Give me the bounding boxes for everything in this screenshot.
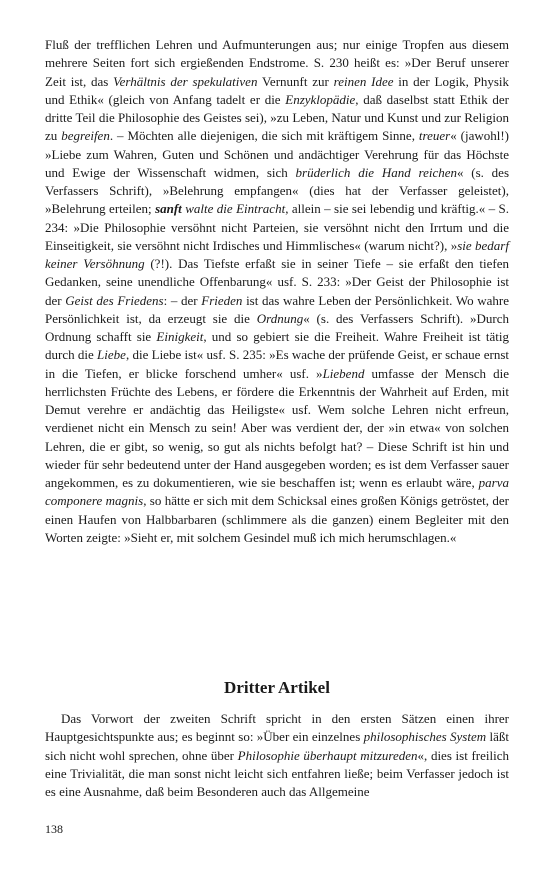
- italic-run: Ordnung: [256, 310, 304, 326]
- italic-run: Liebend: [322, 365, 365, 381]
- italic-run: treuer: [418, 128, 451, 144]
- text-run: , und so gebiert sie die Freiheit. Wahre Freiheit ist tätig durch die: [45, 329, 509, 363]
- paragraph-section-start: [45, 710, 509, 801]
- text-run: (?!). Das Tiefste erfaßt sie in seiner Tiefe – sie erfaßt den tiefen Gedanken, seine unendliche Offenbarung« usf. S. 233: »Der Geist der Philosophie ist der: [45, 256, 509, 308]
- text-run: Vernunft zur: [257, 73, 334, 89]
- text-run: « (s. des Verfassers Schrift), »Belehrung empfangen« (dies hat der Verfasser geleistet), »Belehrung erteilen;: [45, 164, 510, 217]
- text-run: , allein – sie sei lebendig und kräftig.« – S. 234: »Die Philosophie versöhnt nicht Parteien, sie versöhnt nicht den Irrtum und die Einseitigkeit, sie versöhnt nicht Irdisches und Himmlisches« (warum nicht?), »: [45, 201, 510, 253]
- text-run: «, dies ist freilich eine Trivialität, die man sonst nicht leicht sich entfahren ließe; beim Verfasser jedoch ist es eine Ausnahme, daß beim Besonderen auch das Allgemeine: [45, 747, 509, 799]
- italic-run: parva componere magnis: [45, 475, 509, 509]
- bold-italic-run: sanft: [155, 201, 182, 217]
- italic-run: reinen Idee: [333, 73, 394, 89]
- page-number: 138: [45, 822, 63, 836]
- text-run: : – der: [163, 292, 202, 308]
- section-heading: Dritter Artikel: [224, 678, 330, 697]
- italic-run: begreifen: [61, 128, 110, 144]
- italic-run: Enzyklopädie: [285, 91, 356, 107]
- text-run: Fluß der trefflichen Lehren und Aufmunterungen aus; nur einige Tropfen aus diesem mehrere Seiten fort sich ergießenden Endstrome. S. 230 heißt es: »Der Beruf unserer Zeit ist, das: [45, 37, 509, 89]
- italic-run: Geist des Friedens: [65, 292, 164, 308]
- italic-run: brüderlich die Hand reichen: [295, 164, 457, 180]
- text-run: in der Logik, Physik und Ethik« (gleich von Anfang tadelt er die: [45, 73, 509, 107]
- text-run: . – Möchten alle diejenigen, die sich mit kräftigem Sinne,: [109, 128, 419, 144]
- text-run: läßt sich nicht wohl sprechen, ohne über: [45, 729, 510, 763]
- italic-run: philosophisches System: [363, 729, 487, 745]
- text-run: , so hätte er sich mit dem Schicksal eines großen Königs getröstet, der einen Haufen von Halbbarbaren (schlimmere als die ganzen) einem Begleiter mit den Worten zeigte: »Sieht er, mit solchem Gesindel muß ich mich herumschlagen.«: [45, 493, 509, 545]
- text-run: , daß daselbst statt Ethik der dritte Teil die Philosophie des Geistes sei), »zu Leben, Natur und Kunst und zur Religion zu: [45, 91, 509, 144]
- paragraph-continuation: [45, 36, 509, 547]
- italic-run: Einigkeit: [156, 329, 204, 344]
- italic-run: walte die Eintracht: [185, 201, 286, 217]
- italic-run: Frieden: [201, 292, 243, 308]
- main-text-block: [45, 36, 509, 547]
- text-run: , die Liebe ist« usf. S. 235: »Es wache der prüfende Geist, er schaue ernst in die Tiefen, er blicke forschend umher« usf. »: [45, 347, 509, 381]
- italic-run: Liebe: [97, 347, 126, 363]
- italic-run: Verhältnis der spekulativen: [113, 73, 258, 89]
- section-text-block: [45, 710, 509, 801]
- text-run: Das Vorwort der zweiten Schrift spricht in den ersten Sätzen einen ihrer Hauptgesichtspunkte aus; es beginnt so: »Über ein einzelnes: [45, 711, 509, 745]
- italic-run: Philosophie überhaupt mitzureden: [237, 747, 418, 763]
- italic-run: sie bedarf keiner Versöhnung: [45, 237, 509, 271]
- text-run: « (jawohl!) »Liebe zum Wahren, Guten und Schönen und andächtiger Verehrung für das Höchste und Ewige der Wissenschaft widmen, sich: [45, 128, 509, 180]
- text-run: ist das wahre Leben der Persönlichkeit. Wo wahre Persönlichkeit ist, da erzeugt sie die: [45, 292, 509, 326]
- text-run: umfasse der Mensch die herrlichsten Früchte des Lebens, er fördere die Erkenntnis der Wahrheit auf Erden, mit Demut verehre er andächtig das Heiligste« usf. Wem solche Lehren nicht erfreun, verdienet nicht ein Mensch zu sein! Aber was verdient der, der »in etwa« von solchen Lehren, die er gibt, so wenig, so gut als nichts befolgt hat? – Diese Schrift ist hin und wieder für sehr bedeutend unter der Hand ausgegeben worden; es ist dem Verfasser sauer angekommen, es zu dokumentieren, wie sie beschaffen ist; wenn es erlaubt wäre,: [45, 365, 509, 490]
- text-run: « (s. des Verfassers Schrift). »Durch Ordnung schafft sie: [45, 310, 509, 344]
